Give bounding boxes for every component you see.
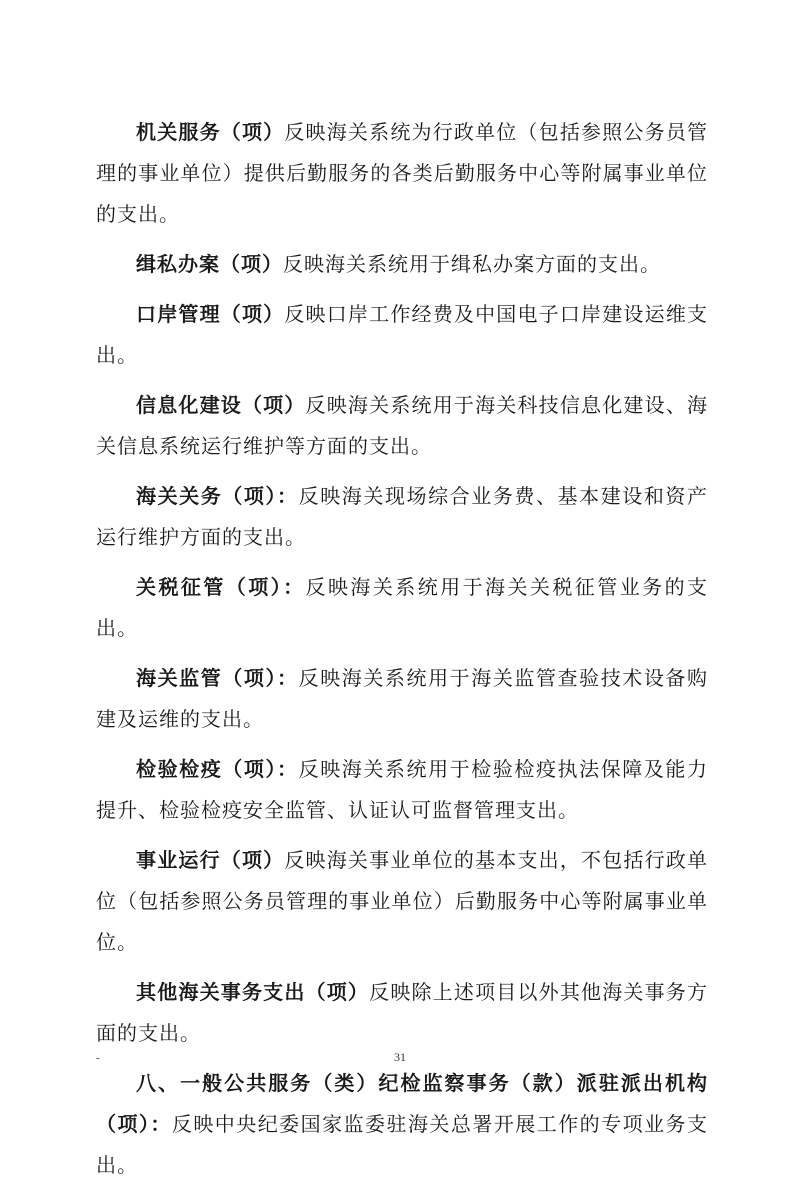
paragraph-qita-haiguan-shiwu xyxy=(96,972,708,1054)
paragraph-text: 反映口岸工作经费及中国电子口岸建设运维支出。 xyxy=(96,302,709,367)
paragraph-term: 关税征管（项）： xyxy=(136,575,306,599)
paragraph-paizhu-paichu-jigou xyxy=(96,1063,708,1186)
paragraph-term: 事业运行（项） xyxy=(136,848,285,872)
footer-mark: - xyxy=(96,1052,100,1064)
paragraph-text: 反映海关事业单位的基本支出，不包括行政单位（包括参照公务员管理的事业单位）后勤服务中心等附属事业单位。 xyxy=(96,848,709,954)
paragraph-text: 反映除上述项目以外其他海关事务方面的支出。 xyxy=(96,980,709,1045)
paragraph-term: 缉私办案（项） xyxy=(136,252,283,276)
paragraph-jisi-banan xyxy=(96,244,708,285)
paragraph-text: 反映海关系统为行政单位（包括参照公务员管理的事业单位）提供后勤服务的各类后勤服务中心等附属事业单位的支出。 xyxy=(96,120,709,226)
paragraph-text: 反映海关系统用于海关科技信息化建设、海关信息系统运行维护等方面的支出。 xyxy=(96,393,709,458)
paragraph-term: 其他海关事务支出（项） xyxy=(136,980,370,1004)
paragraph-term: 八、一般公共服务（类）纪检监察事务（款）派驻派出机构（项）： xyxy=(96,1071,708,1136)
paragraph-text: 反映海关系统用于缉私办案方面的支出。 xyxy=(283,252,661,276)
paragraph-term: 信息化建设（项） xyxy=(136,393,306,417)
paragraph-term: 机关服务（项） xyxy=(136,120,285,144)
paragraph-kouan-guanli xyxy=(96,294,708,376)
paragraph-text: 反映海关现场综合业务费、基本建设和资产运行维护方面的支出。 xyxy=(96,484,709,549)
paragraph-xinxihua-jianshe xyxy=(96,385,708,467)
paragraph-term: 检验检疫（项）： xyxy=(136,757,299,781)
page-number: 31 xyxy=(394,1050,406,1064)
paragraph-text: 反映中央纪委国家监委驻海关总署开展工作的专项业务支出。 xyxy=(96,1112,709,1177)
paragraph-jianyan-jianyi xyxy=(96,749,708,831)
paragraph-text: 反映海关系统用于检验检疫执法保障及能力提升、检验检疫安全监管、认证认可监督管理支出。 xyxy=(96,757,709,822)
paragraph-haiguan-jianguan xyxy=(96,658,708,740)
paragraph-text: 反映海关系统用于海关监管查验技术设备购建及运维的支出。 xyxy=(96,666,709,731)
paragraph-shiye-yunxing xyxy=(96,840,708,963)
document-body xyxy=(96,112,708,1195)
paragraph-guanshui-zhengguan xyxy=(96,567,708,649)
paragraph-term: 海关监管（项）： xyxy=(136,666,299,690)
paragraph-haiguan-guanwu xyxy=(96,476,708,558)
paragraph-term: 口岸管理（项） xyxy=(136,302,285,326)
paragraph-term: 海关关务（项）： xyxy=(136,484,299,508)
paragraph-text: 反映海关系统用于海关关税征管业务的支出。 xyxy=(96,575,709,640)
paragraph-jiguan-fuwu xyxy=(96,112,708,235)
